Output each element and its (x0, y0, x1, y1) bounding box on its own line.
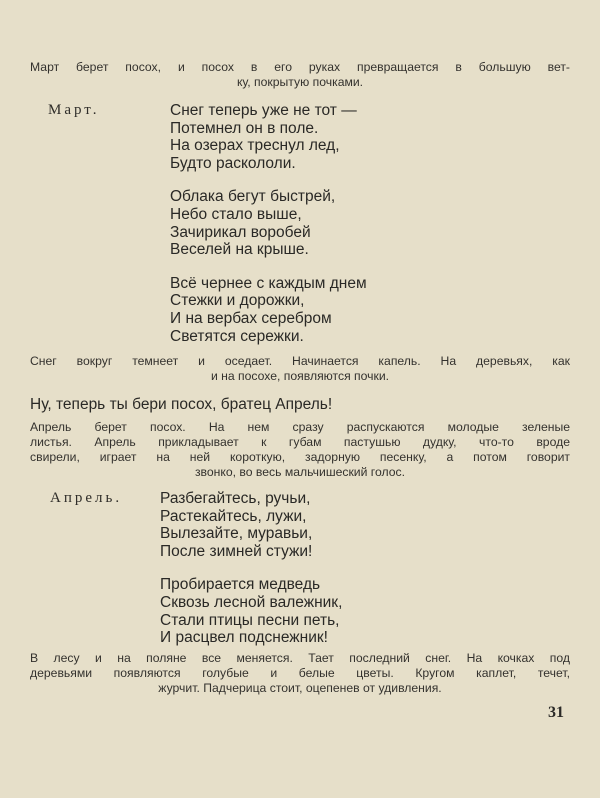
verse-line: Зачирикал воробей (170, 223, 311, 241)
stage-direction-line: Апрель берет посох. На нем сразу распускаются молодые зеленые (30, 420, 570, 434)
speaker-march: Март. (48, 102, 100, 118)
stage-direction-4 (30, 651, 570, 696)
verse-line: Светятся сережки. (170, 327, 304, 345)
verse-line: Разбегайтесь, ручьи, (160, 490, 311, 507)
verse-line: И расцвел подснежник! (160, 629, 328, 647)
verse-line: Небо стало выше, (170, 205, 302, 223)
verse-line: Веселей на крыше. (170, 241, 309, 259)
verse-line: Стежки и дорожки, (170, 292, 305, 310)
verse-line: Пробирается медведь (160, 576, 321, 594)
stage-direction-line: ку, покрытую почками. (236, 75, 364, 89)
verse-stanza (170, 275, 367, 345)
stage-direction-line: Снег вокруг темнеет и оседает. Начинается капель. На деревьях, как (30, 354, 570, 368)
verse-line: Потемнел он в поле. (170, 119, 319, 137)
stage-direction-3 (30, 420, 570, 480)
verse-stanza (160, 490, 342, 560)
april-verse (160, 490, 342, 663)
verse-line: Облака бегут быстрей, (170, 188, 336, 206)
verse-line: И на вербах серебром (170, 309, 332, 327)
stage-direction-line: В лесу и на поляне все меняется. Тает последний снег. На кочках под (30, 651, 570, 665)
verse-line: Растекайтесь, лужи, (160, 507, 307, 525)
stage-direction-line: листья. Апрель прикладывает к губам пастушью дудку, что-то вроде (30, 435, 570, 449)
stage-direction-1 (30, 60, 570, 90)
stage-direction-line: журчит. Падчерица стоит, оцепенев от удивления. (158, 681, 442, 695)
march-spoken-line: Ну, теперь ты бери посох, братец Апрель! (30, 396, 333, 413)
verse-line: Стали птицы песни петь, (160, 611, 340, 629)
stage-direction-line: звонко, во весь мальчишеский голос. (194, 465, 406, 479)
verse-line: Всё чернее с каждым днем (170, 274, 367, 292)
stage-direction-2 (30, 354, 570, 384)
march-verse (170, 102, 367, 361)
stage-direction-line: деревьями появляются голубые и белые цветы. Кругом каплет, течет, (30, 666, 570, 680)
verse-stanza (170, 102, 367, 172)
stage-direction-line: Март берет посох, и посох в его руках превращается в большую вет- (30, 60, 570, 74)
verse-line: Сквозь лесной валежник, (160, 593, 343, 611)
verse-line: На озерах треснул лед, (170, 137, 340, 155)
verse-line: Будто раскололи. (170, 154, 296, 172)
verse-stanza (170, 188, 367, 258)
page-number: 31 (548, 704, 564, 721)
verse-stanza (160, 576, 342, 646)
verse-line: Вылезайте, муравьи, (160, 525, 313, 543)
speaker-april: Апрель. (50, 490, 123, 506)
verse-line: После зимней стужи! (160, 542, 313, 560)
verse-line: Снег теперь уже не тот — (170, 102, 357, 119)
stage-direction-line: и на посохе, появляются почки. (210, 369, 390, 383)
stage-direction-line: свирели, играет на ней короткую, задорную песенку, а потом говорит (30, 450, 570, 464)
